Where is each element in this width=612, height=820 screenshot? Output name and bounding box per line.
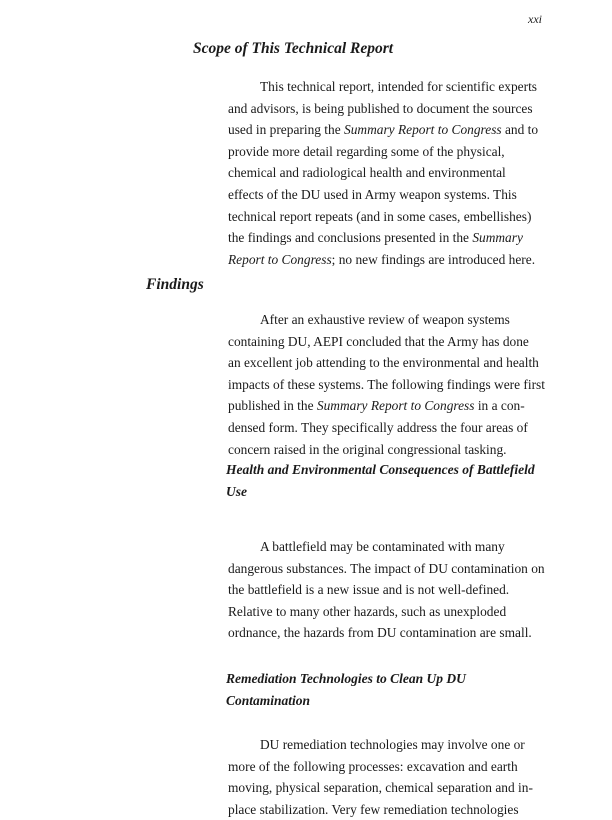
text-segment: chemical and radiological health and environmental	[228, 165, 506, 181]
text-segment: in a con-	[474, 398, 525, 414]
italic-title: Summary Report to Congress	[316, 398, 475, 414]
text-line	[228, 558, 545, 580]
text-segment: effects of the DU used in Army weapon systems. This	[228, 186, 517, 202]
text-line	[228, 119, 538, 141]
section-heading-findings: Findings	[146, 276, 204, 293]
italic-title: Report to Congress	[228, 251, 332, 267]
text-segment: the findings and conclusions presented in the	[228, 230, 473, 246]
page-number: xxi	[528, 12, 542, 26]
text-segment: This technical report, intended for scientific experts	[260, 79, 538, 94]
text-line	[228, 227, 538, 249]
paragraph-remediation	[228, 734, 533, 820]
text-segment: dangerous substances. The impact of DU contamination on	[228, 560, 545, 576]
text-line	[228, 162, 538, 184]
subheading-line: Use	[226, 484, 247, 499]
text-line	[228, 439, 545, 461]
text-line	[228, 331, 545, 353]
section-heading-scope: Scope of This Technical Report	[193, 40, 394, 57]
text-segment: ; no new findings are introduced here.	[331, 251, 536, 267]
text-segment: used in preparing the	[228, 122, 345, 138]
subheading-remediation	[226, 668, 466, 712]
text-line	[228, 76, 538, 98]
subheading-line: Remediation Technologies to Clean Up DU	[226, 671, 466, 686]
subheading-battlefield-use	[226, 459, 535, 503]
text-line	[228, 734, 533, 756]
text-line	[228, 249, 538, 271]
text-line	[228, 799, 533, 820]
text-segment: place stabilization. Very few remediation technologies	[228, 801, 519, 817]
text-segment: the battlefield is a new issue and is not well-defined.	[228, 582, 510, 598]
text-line	[228, 777, 533, 799]
italic-title: Summary Report to Congress	[344, 122, 502, 138]
text-line	[228, 141, 538, 163]
text-segment: concern raised in the original congressional tasking.	[228, 441, 507, 457]
text-line	[228, 417, 545, 439]
italic-title: Summary	[472, 230, 523, 246]
text-segment: and to	[501, 122, 539, 138]
text-segment: containing DU, AEPI concluded that the Army has done	[228, 333, 529, 349]
paragraph-findings	[228, 309, 545, 460]
text-line	[228, 309, 545, 331]
text-line	[228, 622, 545, 644]
text-line	[228, 184, 538, 206]
text-segment: A battlefield may be contaminated with many	[260, 539, 505, 554]
text-segment: ordnance, the hazards from DU contamination are small.	[228, 625, 532, 641]
text-line	[228, 374, 545, 396]
text-line	[228, 536, 545, 558]
text-line	[228, 206, 538, 228]
subheading-line: Contamination	[226, 693, 311, 708]
text-line	[228, 98, 538, 120]
text-segment: Relative to many other hazards, such as unexploded	[228, 603, 507, 619]
text-segment: impacts of these systems. The following findings were first	[228, 376, 545, 392]
text-segment: provide more detail regarding some of the physical,	[228, 143, 505, 159]
text-segment: After an exhaustive review of weapon systems	[260, 312, 510, 327]
text-segment: technical report repeats (and in some cases, embellishes)	[228, 208, 532, 224]
text-line	[228, 579, 545, 601]
text-line	[228, 756, 533, 778]
paragraph-battlefield	[228, 536, 545, 644]
text-segment: published in the	[228, 398, 317, 414]
text-segment: DU remediation technologies may involve one or	[260, 737, 525, 752]
text-segment: moving, physical separation, chemical separation and in-	[228, 780, 533, 796]
text-segment: an excellent job attending to the environmental and health	[228, 355, 539, 371]
paragraph-scope	[228, 76, 538, 270]
text-line	[228, 601, 545, 623]
text-segment: and advisors, is being published to document the sources	[228, 100, 533, 116]
text-segment: densed form. They specifically address the four areas of	[228, 419, 528, 435]
text-line	[228, 352, 545, 374]
text-segment: more of the following processes: excavation and earth	[228, 758, 518, 774]
text-line	[228, 395, 545, 417]
subheading-line: Health and Environmental Consequences of Battlefield	[226, 462, 535, 477]
